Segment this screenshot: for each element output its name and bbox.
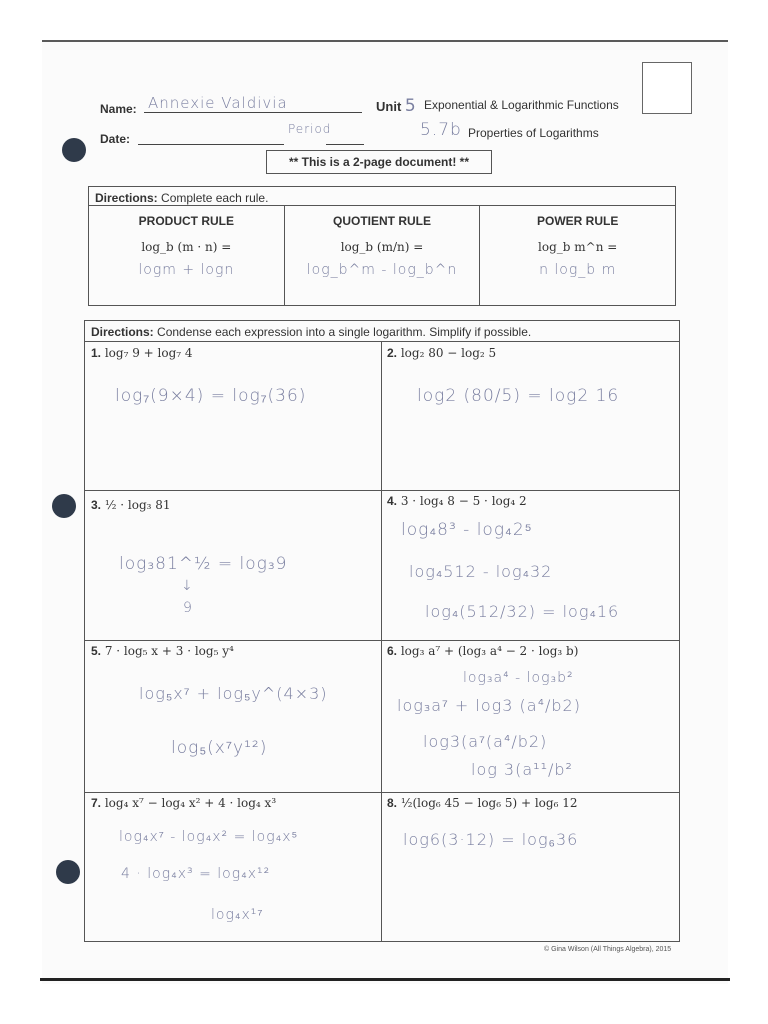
punch-hole-bottom bbox=[56, 860, 80, 884]
lesson-number: 5.7b bbox=[420, 120, 462, 140]
problem-1-cell bbox=[85, 342, 382, 491]
unit-number: 5 bbox=[404, 96, 417, 116]
name-field[interactable] bbox=[144, 94, 362, 113]
name-value: Annexie Valdivia bbox=[148, 94, 288, 112]
two-page-notice: ** This is a 2-page document! ** bbox=[266, 150, 492, 174]
product-rule-answer: logm + logn bbox=[138, 262, 235, 278]
rules-table bbox=[88, 186, 676, 306]
problem-2-work-line: log2 (80/5) = log2 16 bbox=[417, 386, 620, 406]
page-bottom-edge bbox=[40, 978, 730, 981]
problem-5-prompt: 5. 7 · log₅ x + 3 · log₅ y⁴ bbox=[91, 644, 234, 658]
problem-4-cell bbox=[381, 490, 679, 641]
problem-4-work-line-1: log₄8³ - log₄2⁵ bbox=[401, 520, 533, 540]
problem-7-work-line-3: log₄x¹⁷ bbox=[211, 907, 264, 923]
problem-4-prompt: 4. 3 · log₄ 8 − 5 · log₄ 2 bbox=[387, 494, 527, 508]
problem-5-work-line-2: log₅(x⁷y¹²) bbox=[171, 738, 268, 758]
problem-6-cell bbox=[381, 640, 679, 793]
date-label: Date: bbox=[100, 132, 131, 146]
problem-3-prompt: 3. ½ · log₃ 81 bbox=[91, 498, 171, 512]
problem-8-prompt: 8. ½(log₆ 45 − log₆ 5) + log₆ 12 bbox=[387, 796, 578, 810]
period-label: Period bbox=[288, 122, 332, 136]
problem-2-cell bbox=[381, 342, 679, 491]
score-box bbox=[642, 62, 692, 114]
problem-7-prompt: 7. log₄ x⁷ − log₄ x² + 4 · log₄ x³ bbox=[91, 796, 277, 810]
product-rule-cell bbox=[89, 206, 285, 306]
problem-7-work-line-2: 4 · log₄x³ = log₄x¹² bbox=[121, 866, 271, 882]
problem-3-work-line-2: 9 bbox=[183, 600, 193, 616]
problem-3-arrow: ↓ bbox=[181, 578, 194, 594]
product-rule-formula: log_b (m · n) = bbox=[141, 240, 232, 254]
copyright-notice: © Gina Wilson (All Things Algebra), 2015 bbox=[544, 946, 672, 953]
problems-table bbox=[84, 320, 680, 942]
problem-6-work-line-3: log3(a⁷(a⁴/b2) bbox=[423, 732, 548, 751]
problem-1-work-line: log₇(9×4) = log₇(36) bbox=[115, 386, 307, 406]
problems-directions: Directions: Condense each expression into a single logarithm. Simplify if possible. bbox=[91, 325, 532, 339]
problem-6-work-line-1: log₃a⁴ - log₃b² bbox=[463, 670, 574, 686]
problem-4-work-line-3: log₄(512/32) = log₄16 bbox=[425, 602, 620, 621]
lesson-title: Properties of Logarithms bbox=[468, 126, 599, 140]
date-field[interactable] bbox=[138, 128, 284, 145]
power-rule-formula: log_b m^n = bbox=[538, 240, 618, 254]
problem-5-work-line-1: log₅x⁷ + log₅y^(4×3) bbox=[139, 684, 328, 703]
power-rule-answer: n log_b m bbox=[539, 262, 617, 278]
rules-directions: Directions: Complete each rule. bbox=[95, 191, 269, 205]
product-rule-heading: PRODUCT RULE bbox=[138, 214, 234, 228]
problem-4-work-line-2: log₄512 - log₄32 bbox=[409, 562, 553, 581]
power-rule-cell bbox=[480, 206, 675, 306]
quotient-rule-heading: QUOTIENT RULE bbox=[333, 214, 431, 228]
problem-2-prompt: 2. log₂ 80 − log₂ 5 bbox=[387, 346, 497, 360]
problem-6-work-line-2: log₃a⁷ + log3 (a⁴/b2) bbox=[397, 696, 581, 715]
problem-8-work-line: log6(3·12) = log₆36 bbox=[403, 830, 579, 849]
problem-5-cell bbox=[85, 640, 382, 793]
punch-hole-middle bbox=[52, 494, 76, 518]
quotient-rule-cell bbox=[285, 206, 481, 306]
quotient-rule-formula: log_b (m/n) = bbox=[340, 240, 424, 254]
problem-7-work-line-1: log₄x⁷ - log₄x² = log₄x⁵ bbox=[119, 829, 299, 845]
problem-6-work-line-4: log 3(a¹¹/b² bbox=[471, 760, 573, 779]
period-field[interactable] bbox=[326, 128, 364, 145]
power-rule-heading: POWER RULE bbox=[537, 214, 619, 228]
unit-title: Exponential & Logarithmic Functions bbox=[424, 98, 619, 112]
punch-hole-top bbox=[62, 138, 86, 162]
problem-8-cell bbox=[381, 792, 679, 942]
quotient-rule-answer: log_b^m - log_b^n bbox=[306, 262, 458, 278]
problem-1-prompt: 1. log₇ 9 + log₇ 4 bbox=[91, 346, 193, 360]
problem-7-cell bbox=[85, 792, 382, 942]
problem-3-work-line-1: log₃81^½ = log₃9 bbox=[119, 554, 288, 574]
problem-3-cell bbox=[85, 490, 382, 641]
unit-label: Unit 5 bbox=[376, 96, 417, 116]
problem-6-prompt: 6. log₃ a⁷ + (log₃ a⁴ − 2 · log₃ b) bbox=[387, 644, 579, 658]
name-label: Name: bbox=[100, 102, 137, 116]
